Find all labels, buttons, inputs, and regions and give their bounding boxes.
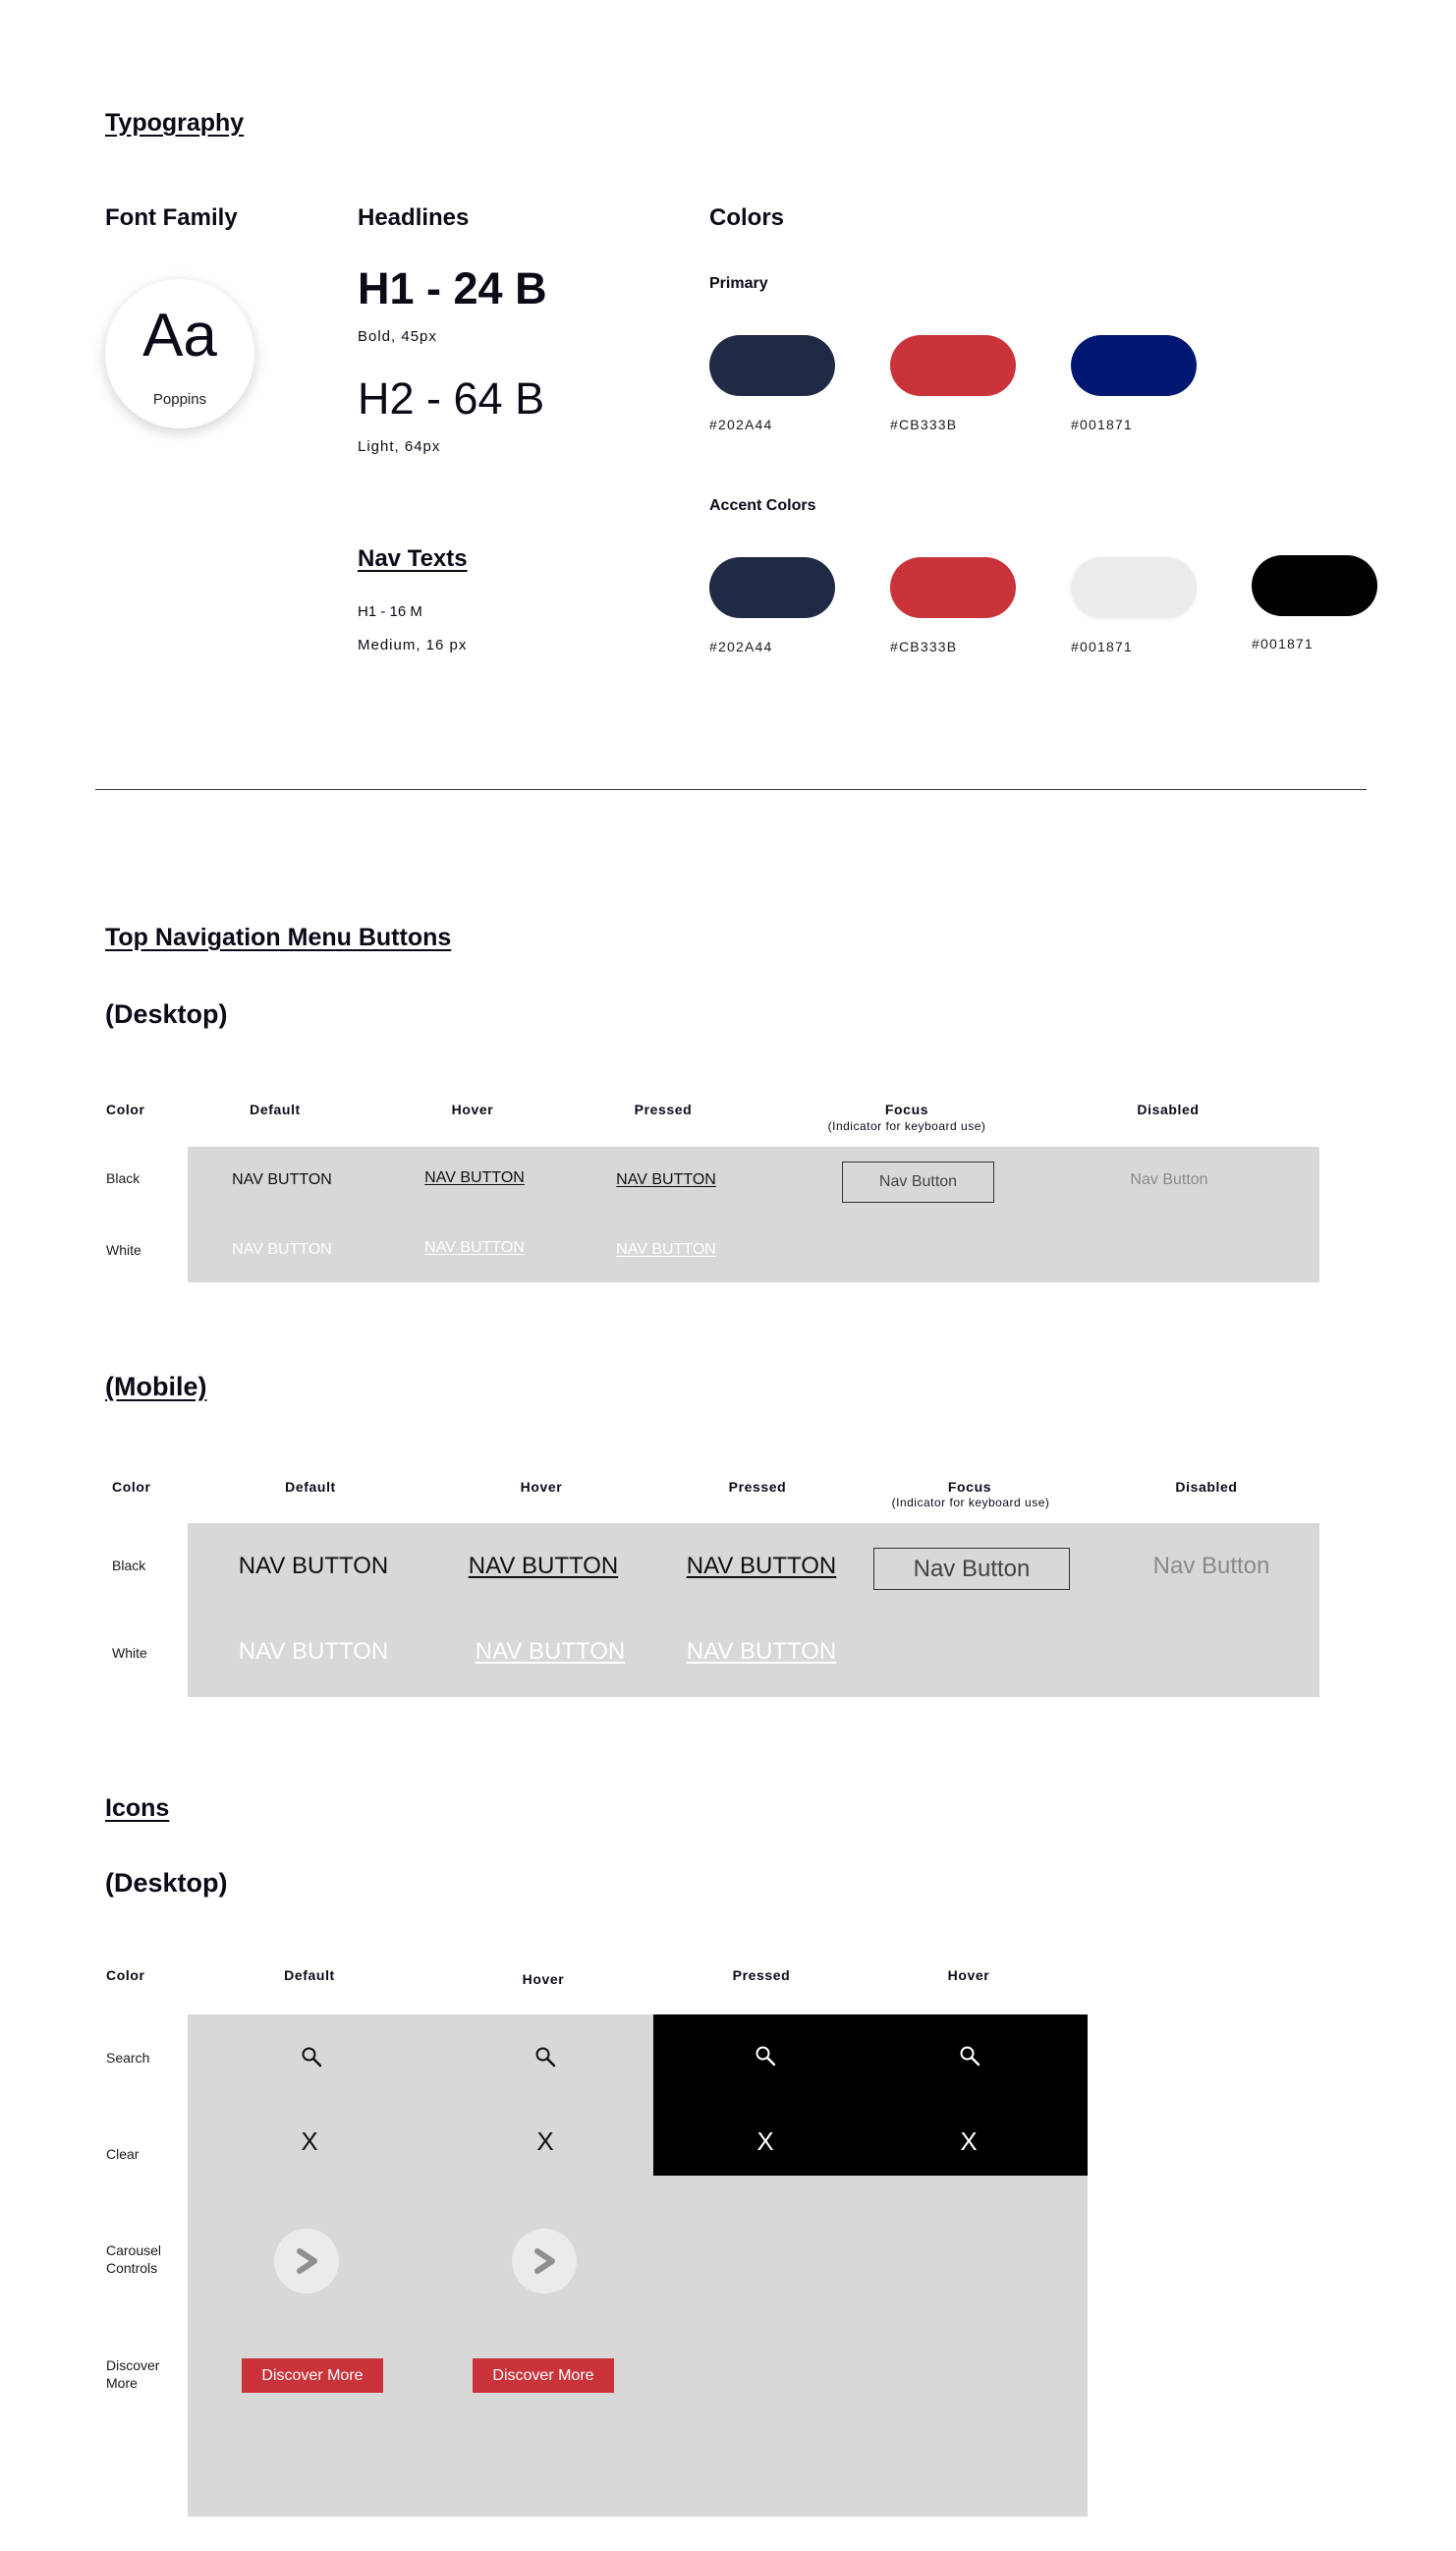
search-icon[interactable] — [300, 2045, 323, 2069]
close-icon[interactable]: X — [756, 2126, 774, 2156]
h2-sample: H2 - 64 B — [358, 373, 545, 424]
search-icon[interactable] — [754, 2044, 777, 2068]
search-icon[interactable] — [958, 2044, 981, 2068]
nav-mobile-white-pressed-button[interactable]: NAV BUTTON — [686, 1638, 837, 1665]
typography-title: Typography — [105, 109, 245, 137]
nav-desktop-header-hover: Hover — [451, 1102, 494, 1117]
swatch-accent-red — [890, 557, 1016, 618]
nav-desktop-header-disabled: Disabled — [1137, 1102, 1200, 1117]
icons-header-color: Color — [106, 1967, 145, 1983]
close-icon[interactable]: X — [536, 2126, 554, 2156]
nav-desktop-header-color: Color — [106, 1102, 145, 1117]
nav-desktop-black-default-button[interactable]: NAV BUTTON — [232, 1171, 332, 1188]
colors-heading: Colors — [709, 204, 785, 231]
nav-mobile-black-pressed-button[interactable]: NAV BUTTON — [686, 1553, 837, 1579]
icons-header-hover-alt: Hover — [947, 1967, 990, 1983]
nav-mobile-header-disabled: Disabled — [1175, 1479, 1238, 1495]
discover-more-button-hover[interactable]: Discover More — [473, 2358, 614, 2393]
nav-mobile-white-hover-button[interactable]: NAV BUTTON — [475, 1638, 626, 1665]
carousel-next-button[interactable] — [274, 2229, 339, 2294]
hex-accent-light-grey: #001871 — [1071, 639, 1133, 654]
nav-mobile-row-black-label: Black — [112, 1558, 146, 1573]
nav-texts-line1: H1 - 16 M — [358, 603, 422, 620]
nav-mobile-header-hover: Hover — [520, 1479, 563, 1495]
nav-desktop-black-disabled-button: Nav Button — [1130, 1171, 1208, 1188]
nav-mobile-black-disabled-button: Nav Button — [1152, 1553, 1270, 1579]
nav-desktop-row-white-label: White — [106, 1242, 141, 1258]
nav-mobile-header-default: Default — [285, 1479, 336, 1495]
nav-mobile-black-focus-button[interactable]: Nav Button — [873, 1548, 1070, 1590]
icons-header-hover: Hover — [522, 1971, 565, 1987]
section-divider — [95, 789, 1367, 790]
close-icon[interactable]: X — [960, 2126, 978, 2156]
carousel-next-button-hover[interactable] — [512, 2229, 577, 2294]
icons-pressed-panel — [653, 2014, 1088, 2176]
nav-desktop-black-focus-button[interactable]: Nav Button — [842, 1162, 994, 1203]
nav-desktop-row-black-label: Black — [106, 1170, 140, 1186]
font-family-heading: Font Family — [105, 204, 238, 231]
h1-description: Bold, 45px — [358, 328, 437, 345]
search-icon[interactable] — [533, 2045, 557, 2069]
icons-row-carousel-label — [106, 2241, 161, 2277]
nav-mobile-title: (Mobile) — [105, 1372, 207, 1401]
swatch-primary-blue — [1071, 335, 1197, 396]
hex-primary-blue: #001871 — [1071, 417, 1133, 432]
nav-desktop-black-hover-button[interactable]: NAV BUTTON — [424, 1169, 525, 1186]
nav-mobile-white-default-button[interactable]: NAV BUTTON — [238, 1638, 389, 1665]
nav-desktop-title: (Desktop) — [105, 999, 228, 1029]
nav-desktop-white-default-button[interactable]: NAV BUTTON — [232, 1241, 332, 1258]
headlines-heading: Headlines — [358, 204, 470, 231]
nav-mobile-header-color: Color — [112, 1479, 151, 1495]
hex-accent-black: #001871 — [1252, 636, 1314, 652]
primary-colors-label: Primary — [709, 275, 768, 292]
font-name: Poppins — [152, 391, 207, 408]
hex-primary-navy: #202A44 — [709, 417, 773, 432]
swatch-primary-navy — [709, 335, 835, 396]
h1-sample: H1 - 24 B — [358, 263, 547, 313]
hex-accent-navy: #202A44 — [709, 639, 773, 654]
nav-desktop-header-pressed: Pressed — [634, 1102, 693, 1117]
discover-more-button[interactable]: Discover More — [242, 2358, 383, 2393]
swatch-accent-black — [1252, 555, 1377, 616]
nav-mobile-black-hover-button[interactable]: NAV BUTTON — [468, 1553, 619, 1579]
nav-desktop-panel — [188, 1147, 1319, 1282]
font-sample: Aa — [142, 302, 217, 369]
nav-buttons-title: Top Navigation Menu Buttons — [105, 924, 452, 951]
nav-mobile-header-pressed: Pressed — [728, 1479, 787, 1495]
icons-header-pressed: Pressed — [732, 1967, 791, 1983]
nav-mobile-panel — [188, 1523, 1319, 1697]
nav-desktop-black-pressed-button[interactable]: NAV BUTTON — [616, 1171, 716, 1188]
swatch-primary-red — [890, 335, 1016, 396]
chevron-right-icon — [529, 2245, 560, 2277]
icons-row-carousel-label-line2: Controls — [106, 2260, 158, 2277]
icons-row-discover-label — [106, 2356, 159, 2392]
hex-primary-red: #CB333B — [890, 417, 958, 432]
nav-texts-heading: Nav Texts — [358, 545, 468, 572]
nav-texts-line2: Medium, 16 px — [358, 637, 468, 653]
icons-row-clear-label: Clear — [106, 2146, 140, 2162]
nav-desktop-focus-note: (Indicator for keyboard use) — [827, 1119, 986, 1133]
nav-desktop-white-pressed-button[interactable]: NAV BUTTON — [616, 1241, 716, 1258]
close-icon[interactable]: X — [301, 2126, 318, 2156]
icons-header-default: Default — [284, 1967, 335, 1983]
icons-title: Icons — [105, 1794, 170, 1822]
hex-accent-red: #CB333B — [890, 639, 958, 654]
nav-desktop-header-default: Default — [250, 1102, 301, 1117]
h2-description: Light, 64px — [358, 438, 441, 455]
icons-row-discover-label-line1: Discover — [106, 2357, 160, 2373]
swatch-accent-light-grey — [1071, 557, 1197, 618]
nav-mobile-black-default-button[interactable]: NAV BUTTON — [238, 1553, 389, 1579]
nav-desktop-header-focus: Focus — [884, 1102, 929, 1117]
nav-mobile-row-white-label: White — [112, 1645, 147, 1661]
icons-row-discover-label-line2: More — [106, 2375, 138, 2392]
nav-mobile-focus-note: (Indicator for keyboard use) — [891, 1496, 1050, 1509]
chevron-right-icon — [291, 2245, 322, 2277]
icons-row-carousel-label-line1: Carousel — [106, 2242, 162, 2258]
icons-row-search-label: Search — [106, 2050, 150, 2066]
accent-colors-label: Accent Colors — [709, 497, 816, 514]
nav-desktop-white-hover-button[interactable]: NAV BUTTON — [424, 1239, 525, 1256]
swatch-accent-navy — [709, 557, 835, 618]
nav-mobile-header-focus: Focus — [947, 1479, 992, 1495]
font-sample-circle — [105, 279, 254, 428]
icons-desktop-title: (Desktop) — [105, 1868, 228, 1898]
